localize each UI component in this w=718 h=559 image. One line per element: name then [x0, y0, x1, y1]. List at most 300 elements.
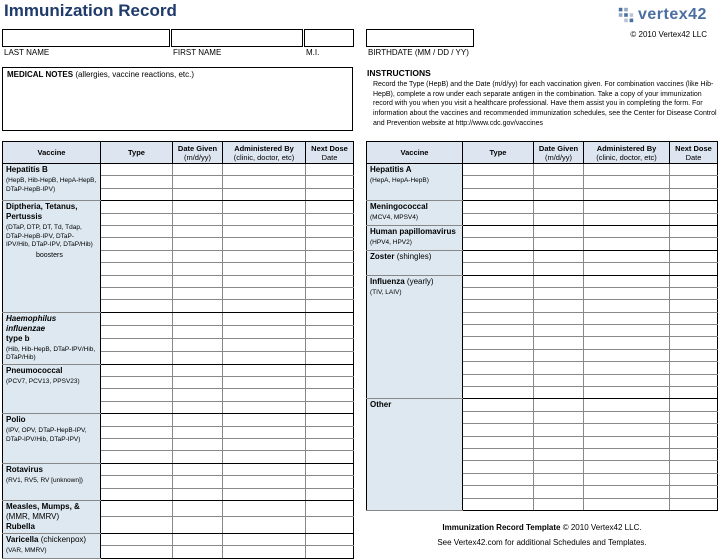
- date-given-cell[interactable]: [173, 312, 223, 325]
- vaccine-types: (MCV4, MPSV4): [370, 214, 419, 222]
- type-cell[interactable]: [463, 176, 534, 188]
- next-dose-cell[interactable]: [670, 436, 718, 448]
- date-given-cell[interactable]: [534, 486, 584, 498]
- type-cell[interactable]: [463, 225, 534, 237]
- vaccine-name-cell: [3, 463, 101, 500]
- vaccine-name-cell: [367, 399, 463, 511]
- type-cell[interactable]: [463, 300, 534, 312]
- type-cell[interactable]: [101, 225, 173, 237]
- type-cell[interactable]: [101, 476, 173, 488]
- date-given-cell[interactable]: [173, 176, 223, 188]
- type-cell[interactable]: [101, 176, 173, 188]
- mi-label: M.I.: [306, 48, 320, 57]
- type-cell[interactable]: [463, 250, 534, 262]
- vaccine-name-cell: [367, 250, 463, 275]
- administered-by-cell[interactable]: [223, 533, 306, 545]
- next-dose-cell[interactable]: [306, 287, 354, 299]
- date-given-cell[interactable]: [173, 401, 223, 413]
- instructions: [367, 68, 717, 129]
- administered-by-cell[interactable]: [584, 411, 670, 423]
- next-dose-cell[interactable]: [306, 476, 354, 488]
- footer: [367, 520, 717, 550]
- date-given-cell[interactable]: [534, 201, 584, 213]
- type-cell[interactable]: [101, 500, 173, 517]
- mi-field[interactable]: [304, 29, 354, 47]
- type-cell[interactable]: [101, 201, 173, 213]
- administered-by-cell[interactable]: [223, 439, 306, 451]
- next-dose-cell[interactable]: [670, 387, 718, 399]
- date-given-cell[interactable]: [534, 213, 584, 225]
- next-dose-cell[interactable]: [306, 426, 354, 438]
- date-given-cell[interactable]: [173, 414, 223, 426]
- table-row: [3, 463, 354, 475]
- vaccine-types: (RV1, RV5, RV [unknown]): [6, 476, 83, 484]
- next-dose-cell[interactable]: [306, 213, 354, 225]
- administered-by-cell[interactable]: [223, 426, 306, 438]
- vaccine-name: Haemophilus influenzae type b: [6, 313, 57, 343]
- type-cell[interactable]: [101, 312, 173, 325]
- administered-by-cell[interactable]: [223, 401, 306, 413]
- date-given-cell[interactable]: [534, 349, 584, 361]
- date-given-cell[interactable]: [173, 213, 223, 225]
- next-dose-cell[interactable]: [306, 225, 354, 237]
- vaccine-name: Pneumococcal: [6, 365, 63, 375]
- administered-by-cell[interactable]: [223, 176, 306, 188]
- administered-by-cell[interactable]: [584, 473, 670, 485]
- administered-by-cell[interactable]: [223, 338, 306, 351]
- date-given-cell[interactable]: [173, 250, 223, 262]
- next-dose-cell[interactable]: [670, 250, 718, 262]
- date-given-cell[interactable]: [173, 164, 223, 176]
- next-dose-cell[interactable]: [306, 338, 354, 351]
- type-cell[interactable]: [101, 401, 173, 413]
- administered-by-cell[interactable]: [223, 351, 306, 364]
- date-given-cell[interactable]: [534, 238, 584, 250]
- vaccine-types: (VAR, MMRV): [6, 546, 47, 554]
- type-cell[interactable]: [101, 250, 173, 262]
- date-given-cell[interactable]: [534, 436, 584, 448]
- date-given-cell[interactable]: [534, 188, 584, 200]
- next-dose-cell[interactable]: [306, 451, 354, 463]
- vaccine-types: (PCV7, PCV13, PPSV23): [6, 377, 80, 385]
- type-cell[interactable]: [463, 374, 534, 386]
- vaccine-types: (HepA, HepA-HepB): [370, 177, 429, 184]
- administered-by-cell[interactable]: [223, 389, 306, 401]
- administered-by-cell[interactable]: [584, 275, 670, 287]
- administered-by-cell[interactable]: [584, 213, 670, 225]
- next-dose-cell[interactable]: [306, 188, 354, 200]
- date-given-cell[interactable]: [173, 517, 223, 534]
- next-dose-cell[interactable]: [670, 225, 718, 237]
- administered-by-cell[interactable]: [223, 238, 306, 250]
- type-cell[interactable]: [101, 263, 173, 275]
- type-cell[interactable]: [463, 287, 534, 299]
- administered-by-cell[interactable]: [223, 263, 306, 275]
- next-dose-cell[interactable]: [670, 275, 718, 287]
- type-cell[interactable]: [101, 275, 173, 287]
- left-vaccine-table: [2, 141, 354, 559]
- administered-by-cell[interactable]: [584, 399, 670, 411]
- vaccine-name-cell: [3, 312, 101, 364]
- next-dose-cell[interactable]: [670, 213, 718, 225]
- next-dose-cell[interactable]: [670, 473, 718, 485]
- date-given-cell[interactable]: [534, 337, 584, 349]
- next-dose-cell[interactable]: [306, 312, 354, 325]
- instructions-text: Record the Type (HepB) and the Date (m/d/yy) for each vaccination given. For combination vaccines (like Hib-HepB), complete a row under each separate antigen in the combination. Take a copy of your immunization record with you when you visit a healthcare professional. Have them assist you in completing the form. For information about the vaccines and recommended immunization schedules, see the Center for Disease Control and Prevention website at http://www.cdc.gov/vaccines: [373, 81, 717, 127]
- type-cell[interactable]: [463, 325, 534, 337]
- type-cell[interactable]: [463, 424, 534, 436]
- date-given-cell[interactable]: [534, 498, 584, 510]
- next-dose-cell[interactable]: [670, 448, 718, 460]
- vaccine-types: (Hib, Hib-HepB, DTaP-IPV/Hib, DTaP/Hib): [6, 345, 96, 362]
- vaccine-name-cell: [3, 533, 101, 558]
- date-given-cell[interactable]: [173, 533, 223, 545]
- type-header: Type: [101, 142, 173, 164]
- administered-by-cell[interactable]: [223, 300, 306, 312]
- next-dose-cell[interactable]: [670, 399, 718, 411]
- date-given-cell[interactable]: [534, 473, 584, 485]
- administered-by-cell[interactable]: [584, 461, 670, 473]
- next-dose-cell[interactable]: [670, 486, 718, 498]
- next-dose-cell[interactable]: [306, 488, 354, 500]
- type-cell[interactable]: [101, 488, 173, 500]
- date-given-cell[interactable]: [534, 263, 584, 275]
- medical-notes-label: MEDICAL NOTES: [7, 70, 74, 79]
- next-dose-cell[interactable]: [306, 517, 354, 534]
- date-given-cell[interactable]: [173, 476, 223, 488]
- type-cell[interactable]: [101, 426, 173, 438]
- administered-by-cell[interactable]: [584, 250, 670, 262]
- date-given-cell[interactable]: [173, 546, 223, 558]
- administered-by-cell[interactable]: [584, 448, 670, 460]
- administered-by-cell[interactable]: [223, 451, 306, 463]
- type-cell[interactable]: [101, 325, 173, 338]
- type-cell[interactable]: [101, 188, 173, 200]
- vertex42-logo-icon: [617, 6, 635, 24]
- date-given-cell[interactable]: [534, 176, 584, 188]
- type-cell[interactable]: [101, 351, 173, 364]
- next-dose-cell[interactable]: [670, 201, 718, 213]
- administered-by-cell[interactable]: [223, 546, 306, 558]
- date-given-cell[interactable]: [173, 300, 223, 312]
- type-cell[interactable]: [463, 399, 534, 411]
- vaccine-types: (TIV, LAIV): [370, 288, 402, 296]
- date-given-cell[interactable]: [173, 351, 223, 364]
- administered-by-cell[interactable]: [584, 387, 670, 399]
- next-dose-cell[interactable]: [306, 201, 354, 213]
- right-vaccine-table: [366, 141, 718, 511]
- date-given-cell[interactable]: [173, 451, 223, 463]
- type-cell[interactable]: [463, 201, 534, 213]
- type-cell[interactable]: [101, 377, 173, 389]
- vaccine-name: Polio: [6, 415, 26, 425]
- next-dose-cell[interactable]: [670, 337, 718, 349]
- type-cell[interactable]: [101, 439, 173, 451]
- type-cell[interactable]: [463, 275, 534, 287]
- date-given-cell[interactable]: [173, 426, 223, 438]
- date-given-cell[interactable]: [173, 463, 223, 475]
- vaccine-name-cell: [367, 164, 463, 201]
- vaccine-types: (IPV, OPV, DTaP-HepB-IPV, DTaP-IPV/Hib, DTaP-IPV): [6, 427, 87, 443]
- type-cell[interactable]: [101, 287, 173, 299]
- administered-by-cell[interactable]: [584, 188, 670, 200]
- next-dose-cell[interactable]: [306, 546, 354, 558]
- administered-by-cell[interactable]: [223, 463, 306, 475]
- vaccine-name-cell: [3, 364, 101, 414]
- type-cell[interactable]: [463, 188, 534, 200]
- date-given-cell[interactable]: [534, 374, 584, 386]
- date-given-cell[interactable]: [534, 287, 584, 299]
- table-row: [3, 164, 354, 176]
- administered-by-cell[interactable]: [584, 362, 670, 374]
- administered-by-cell[interactable]: [223, 164, 306, 176]
- type-cell[interactable]: [101, 546, 173, 558]
- next-dose-cell[interactable]: [306, 414, 354, 426]
- date-given-cell[interactable]: [534, 461, 584, 473]
- table-row: [367, 164, 718, 176]
- date-given-cell[interactable]: [173, 500, 223, 517]
- footer-copyright: © 2010 Vertex42 LLC.: [562, 523, 642, 532]
- administered-by-cell[interactable]: [584, 337, 670, 349]
- next-dose-cell[interactable]: [670, 287, 718, 299]
- next-dose-cell[interactable]: [670, 424, 718, 436]
- type-cell[interactable]: [463, 486, 534, 498]
- next-dose-cell[interactable]: [670, 498, 718, 510]
- date-given-cell[interactable]: [534, 411, 584, 423]
- administered-by-cell[interactable]: [584, 225, 670, 237]
- date-given-cell[interactable]: [534, 448, 584, 460]
- date-given-cell[interactable]: [534, 325, 584, 337]
- date-given-cell[interactable]: [173, 238, 223, 250]
- date-given-cell[interactable]: [534, 362, 584, 374]
- type-cell[interactable]: [463, 411, 534, 423]
- administered-by-header: Administered By (clinic, doctor, etc): [223, 142, 306, 164]
- administered-by-cell[interactable]: [223, 201, 306, 213]
- administered-by-cell[interactable]: [584, 424, 670, 436]
- administered-by-cell[interactable]: [223, 414, 306, 426]
- administered-by-cell[interactable]: [223, 476, 306, 488]
- vaccine-header: Vaccine: [367, 142, 463, 164]
- next-dose-cell[interactable]: [670, 411, 718, 423]
- type-cell[interactable]: [463, 164, 534, 176]
- administered-by-cell[interactable]: [223, 364, 306, 376]
- type-cell[interactable]: [463, 448, 534, 460]
- administered-by-cell[interactable]: [223, 275, 306, 287]
- date-given-cell[interactable]: [173, 338, 223, 351]
- administered-by-cell[interactable]: [223, 213, 306, 225]
- next-dose-cell[interactable]: [670, 374, 718, 386]
- next-dose-cell[interactable]: [306, 463, 354, 475]
- date-given-cell[interactable]: [173, 325, 223, 338]
- medical-notes-sub: (allergies, vaccine reactions, etc.): [75, 70, 195, 79]
- table-row: [3, 364, 354, 376]
- administered-by-cell[interactable]: [584, 486, 670, 498]
- next-dose-cell[interactable]: [670, 176, 718, 188]
- date-given-cell[interactable]: [173, 287, 223, 299]
- date-given-cell[interactable]: [173, 188, 223, 200]
- date-given-cell[interactable]: [534, 250, 584, 262]
- vaccine-name-cell: [3, 201, 101, 313]
- type-cell[interactable]: [463, 498, 534, 510]
- vaccine-name-cell: [3, 500, 101, 533]
- next-dose-cell[interactable]: [670, 362, 718, 374]
- date-given-cell[interactable]: [173, 275, 223, 287]
- administered-by-cell[interactable]: [584, 300, 670, 312]
- date-given-cell[interactable]: [173, 377, 223, 389]
- type-header: Type: [463, 142, 534, 164]
- vertex42-logo-text: vertex42: [638, 6, 707, 23]
- next-dose-cell[interactable]: [306, 275, 354, 287]
- administered-by-cell[interactable]: [584, 312, 670, 324]
- footer-title: Immunization Record Template: [442, 523, 561, 532]
- administered-by-cell[interactable]: [584, 287, 670, 299]
- type-cell[interactable]: [101, 164, 173, 176]
- administered-by-cell[interactable]: [584, 201, 670, 213]
- type-cell[interactable]: [101, 364, 173, 376]
- type-cell[interactable]: [101, 300, 173, 312]
- next-dose-cell[interactable]: [306, 439, 354, 451]
- next-dose-cell[interactable]: [670, 461, 718, 473]
- next-dose-cell[interactable]: [306, 364, 354, 376]
- type-cell[interactable]: [101, 414, 173, 426]
- vertex42-logo: [617, 4, 713, 26]
- date-given-cell[interactable]: [534, 312, 584, 324]
- date-given-cell[interactable]: [534, 275, 584, 287]
- type-cell[interactable]: [101, 451, 173, 463]
- next-dose-cell[interactable]: [670, 349, 718, 361]
- next-dose-cell[interactable]: [306, 164, 354, 176]
- date-given-cell[interactable]: [534, 387, 584, 399]
- type-cell[interactable]: [463, 387, 534, 399]
- administered-by-cell[interactable]: [584, 325, 670, 337]
- date-given-cell[interactable]: [534, 399, 584, 411]
- next-dose-cell[interactable]: [670, 325, 718, 337]
- type-cell[interactable]: [463, 349, 534, 361]
- table-row: [3, 500, 354, 517]
- first-name-field[interactable]: [171, 29, 303, 47]
- next-dose-cell[interactable]: [306, 389, 354, 401]
- next-dose-cell[interactable]: [306, 263, 354, 275]
- date-given-cell[interactable]: [173, 389, 223, 401]
- administered-by-cell[interactable]: [584, 238, 670, 250]
- type-cell[interactable]: [463, 238, 534, 250]
- type-cell[interactable]: [463, 213, 534, 225]
- next-dose-cell[interactable]: [306, 325, 354, 338]
- next-dose-cell[interactable]: [670, 238, 718, 250]
- date-given-cell[interactable]: [173, 439, 223, 451]
- vaccine-name: Varicella (chickenpox): [6, 534, 87, 544]
- vaccine-header: Vaccine: [3, 142, 101, 164]
- type-cell[interactable]: [463, 263, 534, 275]
- instructions-title: INSTRUCTIONS: [367, 68, 431, 78]
- administered-by-cell[interactable]: [223, 225, 306, 237]
- next-dose-cell[interactable]: [306, 377, 354, 389]
- medical-notes-box[interactable]: [2, 67, 353, 131]
- date-given-cell[interactable]: [534, 225, 584, 237]
- type-cell[interactable]: [463, 436, 534, 448]
- next-dose-cell[interactable]: [670, 300, 718, 312]
- next-dose-cell[interactable]: [306, 401, 354, 413]
- table-row: [3, 201, 354, 213]
- administered-by-cell[interactable]: [584, 263, 670, 275]
- date-given-cell[interactable]: [534, 300, 584, 312]
- vaccine-name: Other: [370, 400, 392, 410]
- type-cell[interactable]: [463, 461, 534, 473]
- date-given-cell[interactable]: [534, 164, 584, 176]
- vaccine-name-cell: [367, 225, 463, 250]
- last-name-label: LAST NAME: [4, 48, 50, 57]
- next-dose-cell[interactable]: [306, 533, 354, 545]
- type-cell[interactable]: [101, 238, 173, 250]
- date-given-cell[interactable]: [173, 263, 223, 275]
- administered-by-cell[interactable]: [584, 349, 670, 361]
- next-dose-cell[interactable]: [670, 164, 718, 176]
- type-cell[interactable]: [101, 533, 173, 545]
- next-dose-cell[interactable]: [670, 188, 718, 200]
- administered-by-cell[interactable]: [223, 287, 306, 299]
- next-dose-cell[interactable]: [306, 500, 354, 517]
- administered-by-cell[interactable]: [584, 498, 670, 510]
- type-cell[interactable]: [463, 312, 534, 324]
- administered-by-cell[interactable]: [584, 176, 670, 188]
- date-given-cell[interactable]: [173, 201, 223, 213]
- next-dose-cell[interactable]: [306, 351, 354, 364]
- next-dose-cell[interactable]: [306, 238, 354, 250]
- type-cell[interactable]: [101, 213, 173, 225]
- administered-by-cell[interactable]: [223, 488, 306, 500]
- page-title: Immunization Record: [4, 1, 177, 20]
- table-row: [367, 275, 718, 287]
- next-dose-cell[interactable]: [306, 300, 354, 312]
- administered-by-cell[interactable]: [223, 250, 306, 262]
- birthdate-field[interactable]: [366, 29, 474, 47]
- vaccine-name: Human papillomavirus: [370, 226, 456, 236]
- type-cell[interactable]: [463, 337, 534, 349]
- type-cell[interactable]: [101, 338, 173, 351]
- birthdate-label: BIRTHDATE (MM / DD / YY): [368, 48, 469, 57]
- type-cell[interactable]: [101, 389, 173, 401]
- next-dose-cell[interactable]: [670, 263, 718, 275]
- next-dose-cell[interactable]: [670, 312, 718, 324]
- last-name-field[interactable]: [2, 29, 170, 47]
- table-row: [3, 312, 354, 325]
- vaccine-name-cell: [3, 414, 101, 464]
- date-given-cell[interactable]: [173, 225, 223, 237]
- date-given-cell[interactable]: [173, 364, 223, 376]
- next-dose-cell[interactable]: [306, 250, 354, 262]
- date-given-cell[interactable]: [173, 488, 223, 500]
- administered-by-cell[interactable]: [584, 164, 670, 176]
- administered-by-cell[interactable]: [223, 312, 306, 325]
- administered-by-cell[interactable]: [223, 377, 306, 389]
- table-row: [367, 399, 718, 411]
- administered-by-cell[interactable]: [223, 325, 306, 338]
- administered-by-cell[interactable]: [584, 374, 670, 386]
- type-cell[interactable]: [463, 473, 534, 485]
- footer-link-text: See Vertex42.com for additional Schedules and Templates.: [437, 538, 647, 547]
- type-cell[interactable]: [101, 517, 173, 534]
- date-given-cell[interactable]: [534, 424, 584, 436]
- type-cell[interactable]: [463, 362, 534, 374]
- administered-by-cell[interactable]: [223, 188, 306, 200]
- next-dose-cell[interactable]: [306, 176, 354, 188]
- administered-by-cell[interactable]: [223, 500, 306, 517]
- vaccine-name: Influenza (yearly): [370, 276, 434, 286]
- type-cell[interactable]: [101, 463, 173, 475]
- administered-by-cell[interactable]: [223, 517, 306, 534]
- administered-by-cell[interactable]: [584, 436, 670, 448]
- table-row: [3, 533, 354, 545]
